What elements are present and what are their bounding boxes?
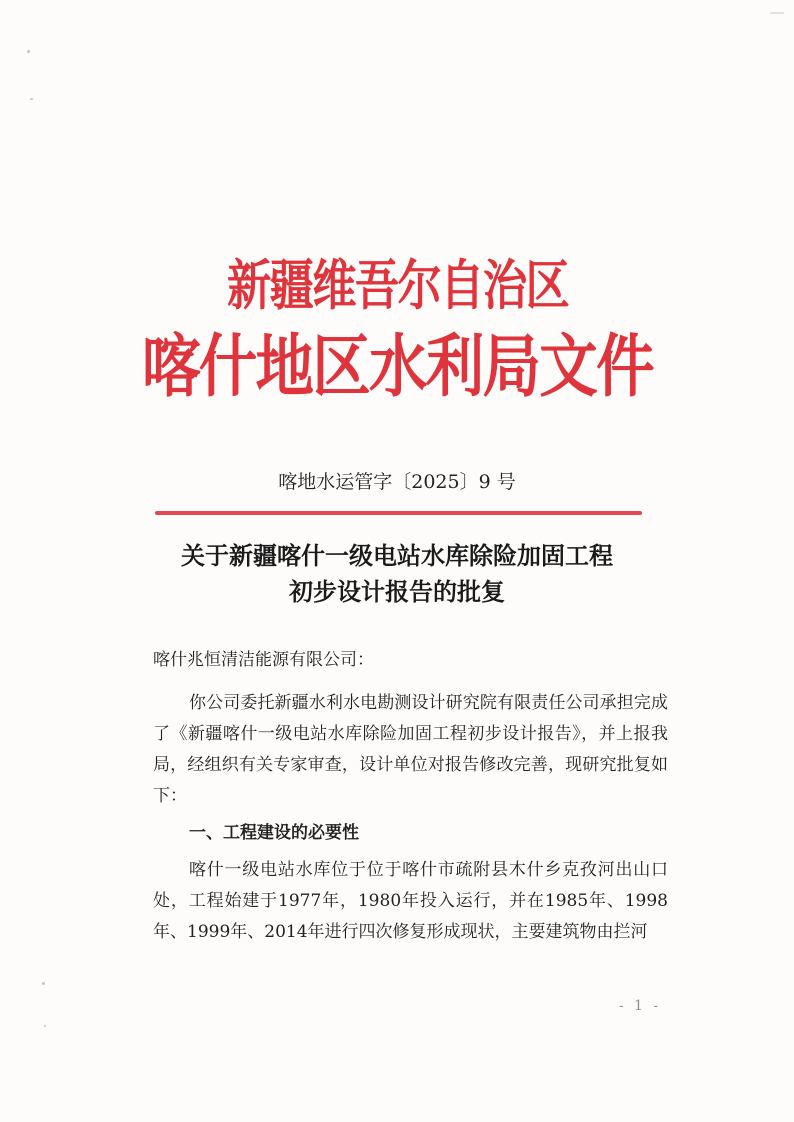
body-paragraph-2: 喀什一级电站水库位于位于喀什市疏附县木什乡克孜河出山口处，工程始建于1977年，1980年投入运行，并在1985年、1998年、1999年、2014年进行四次修复形成现状，主要建筑物由拦河 <box>153 860 668 942</box>
scan-speck <box>42 982 45 985</box>
addressee: 喀什兆恒清洁能源有限公司： <box>153 650 374 670</box>
document-title-line2: 初步设计报告的批复 <box>289 577 505 606</box>
page-number: - 1 - <box>618 998 662 1014</box>
scan-speck <box>30 98 33 100</box>
document-number: 喀地水运管字〔2025〕9 号 <box>278 471 516 493</box>
document-title <box>0 538 794 610</box>
document-title-line1: 关于新疆喀什一级电站水库除险加固工程 <box>181 541 613 570</box>
body-paragraph-1: 你公司委托新疆水利水电勘测设计研究院有限责任公司承担完成了《新疆喀什一级电站水库除险加固工程初步设计报告》，并上报我局，经组织有关专家审查，设计单位对报告修改完善，现研究批复如下： <box>153 693 668 806</box>
scan-speck <box>770 12 784 14</box>
issuer-header-line1: 新疆维吾尔自治区 <box>226 253 569 317</box>
section-heading-1: 一、工程建设的必要性 <box>189 823 359 843</box>
scan-speck <box>44 1025 46 1027</box>
red-separator-rule <box>155 511 642 515</box>
issuer-header-line2: 喀什地区水利局文件 <box>141 327 653 407</box>
document-body <box>153 645 668 948</box>
scan-speck <box>27 50 30 53</box>
